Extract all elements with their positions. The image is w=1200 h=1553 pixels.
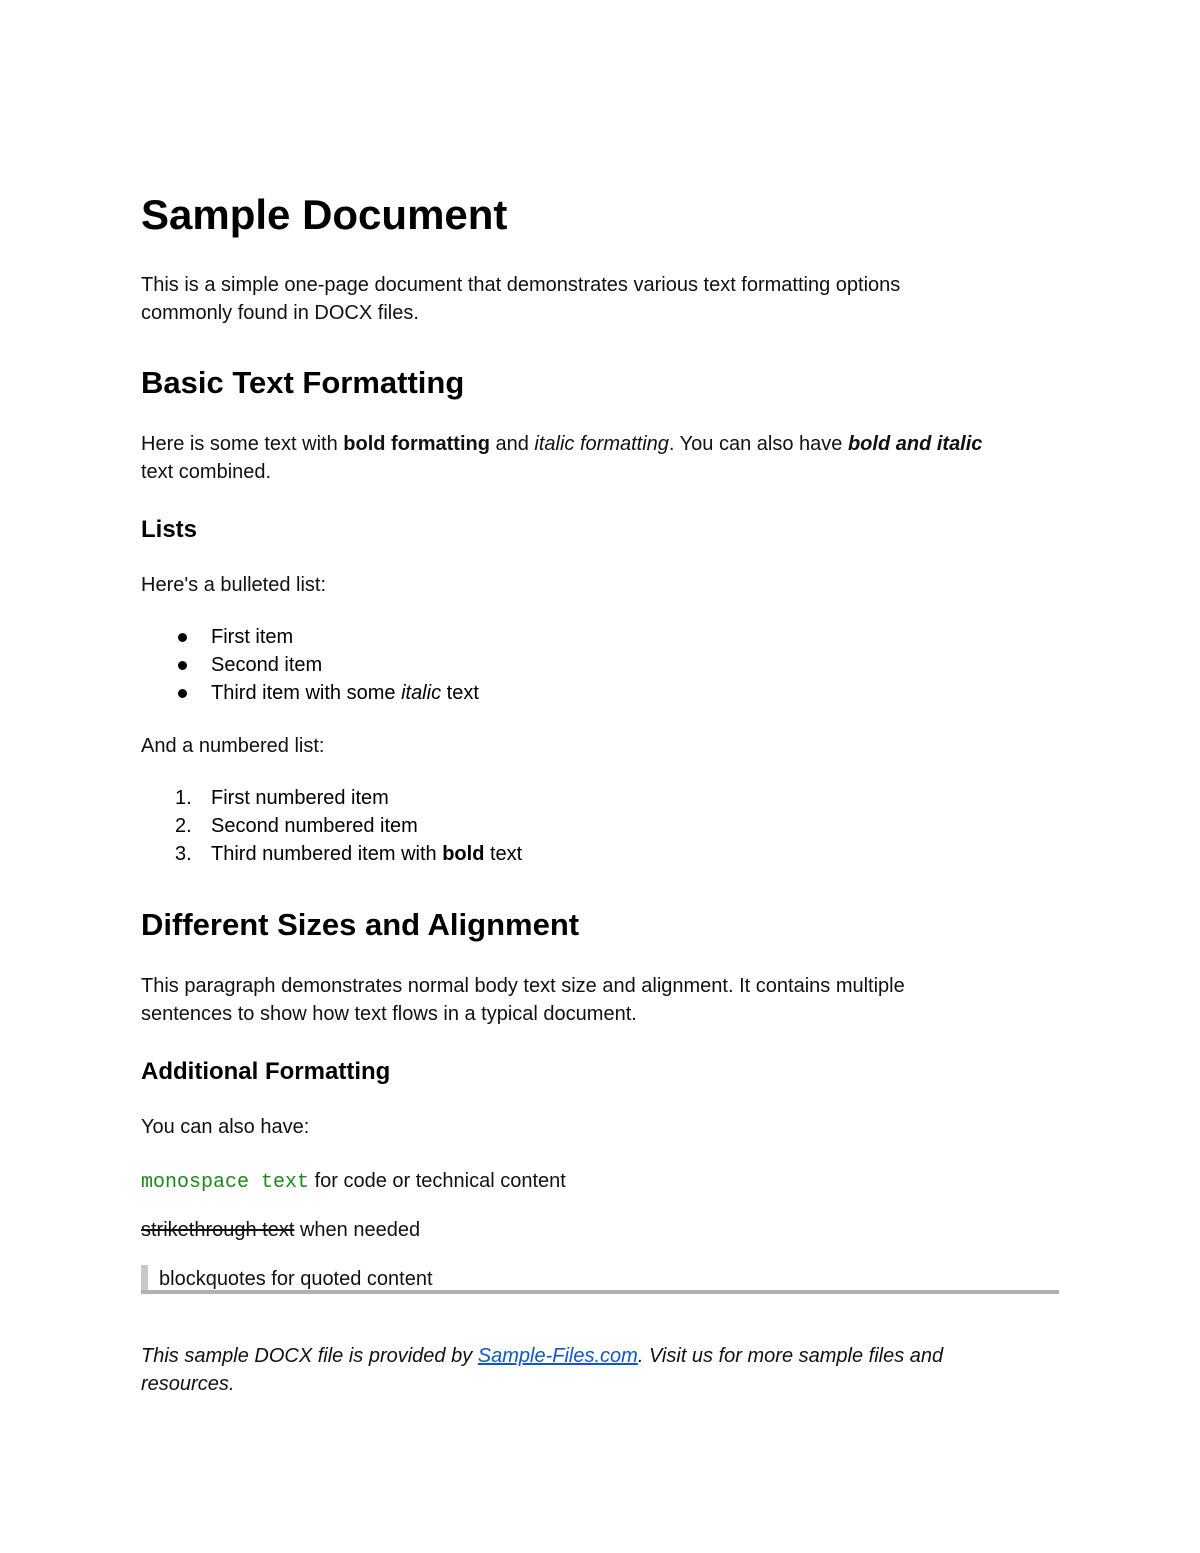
bold-sample: bold — [442, 843, 485, 865]
numbered-list-intro: And a numbered list: — [141, 735, 325, 757]
strikethrough-caption: when needed — [294, 1219, 421, 1241]
monospace-sample: monospace text — [141, 1171, 310, 1194]
heading-basic-formatting: Basic Text Formatting — [141, 365, 465, 400]
list-item-text — [211, 679, 479, 707]
heading-sizes-alignment: Different Sizes and Alignment — [141, 907, 580, 942]
strikethrough-sample: strikethrough text — [141, 1219, 295, 1241]
list-number: 2. — [175, 815, 192, 837]
italic-sample: italic formatting — [534, 433, 669, 455]
list-item — [141, 784, 741, 812]
sizes-line-2: sentences to show how text flows in a typical document. — [141, 1003, 637, 1025]
footer-text: This sample DOCX file is provided by — [141, 1345, 478, 1367]
list-item-text — [211, 840, 522, 868]
footer-line-1 — [141, 1342, 943, 1370]
basic-text: and — [489, 433, 535, 455]
basic-paragraph-line-2: text combined. — [141, 461, 272, 483]
list-item — [141, 840, 741, 868]
footer-text: resources. — [141, 1373, 235, 1395]
list-item — [141, 623, 741, 651]
list-item — [141, 812, 741, 840]
list-number: 1. — [175, 787, 192, 809]
heading-additional-formatting: Additional Formatting — [141, 1058, 391, 1085]
footer-text: . Visit us for more sample files and — [637, 1345, 944, 1367]
basic-text: . You can also have — [668, 433, 848, 455]
sample-files-link[interactable]: Sample-Files.com — [477, 1345, 638, 1367]
sizes-line-1: This paragraph demonstrates normal body text size and alignment. It contains multiple — [141, 975, 905, 997]
bullet-icon — [178, 661, 187, 670]
list-number: 3. — [175, 843, 192, 865]
italic-sample: italic — [401, 682, 442, 704]
blockquote-text: blockquotes for quoted content — [159, 1268, 433, 1290]
bullet-list-intro: Here's a bulleted list: — [141, 574, 327, 596]
intro-line-1: This is a simple one-page document that demonstrates various text formatting options — [141, 274, 901, 296]
bullet-icon — [178, 633, 187, 642]
basic-text: Here is some text with — [141, 433, 344, 455]
horizontal-rule — [141, 1290, 1059, 1294]
blockquote-bar — [141, 1265, 148, 1293]
intro-line-2: commonly found in DOCX files. — [141, 302, 419, 324]
list-item-text-part: Third item with some — [211, 682, 402, 704]
additional-intro: You can also have: — [141, 1116, 310, 1138]
list-item-text-part: text — [484, 843, 523, 865]
page-title: Sample Document — [141, 191, 508, 238]
bullet-icon — [178, 689, 187, 698]
monospace-line — [141, 1167, 566, 1197]
monospace-caption: for code or technical content — [309, 1170, 566, 1192]
bold-sample: bold formatting — [343, 433, 490, 455]
list-item-text: Second numbered item — [211, 815, 418, 837]
strikethrough-line — [141, 1216, 420, 1244]
list-item — [141, 679, 741, 707]
list-item-text: First item — [211, 626, 294, 648]
footer-line-2 — [141, 1370, 234, 1398]
list-item-text-part: Third numbered item with — [211, 843, 443, 865]
bold-italic-sample: bold and italic — [847, 433, 983, 455]
basic-paragraph-line-1 — [141, 430, 982, 458]
list-item-text: First numbered item — [211, 787, 389, 809]
list-item-text: Second item — [211, 654, 323, 676]
heading-lists: Lists — [141, 516, 198, 543]
list-item-text-part: text — [441, 682, 479, 704]
list-item — [141, 651, 741, 679]
